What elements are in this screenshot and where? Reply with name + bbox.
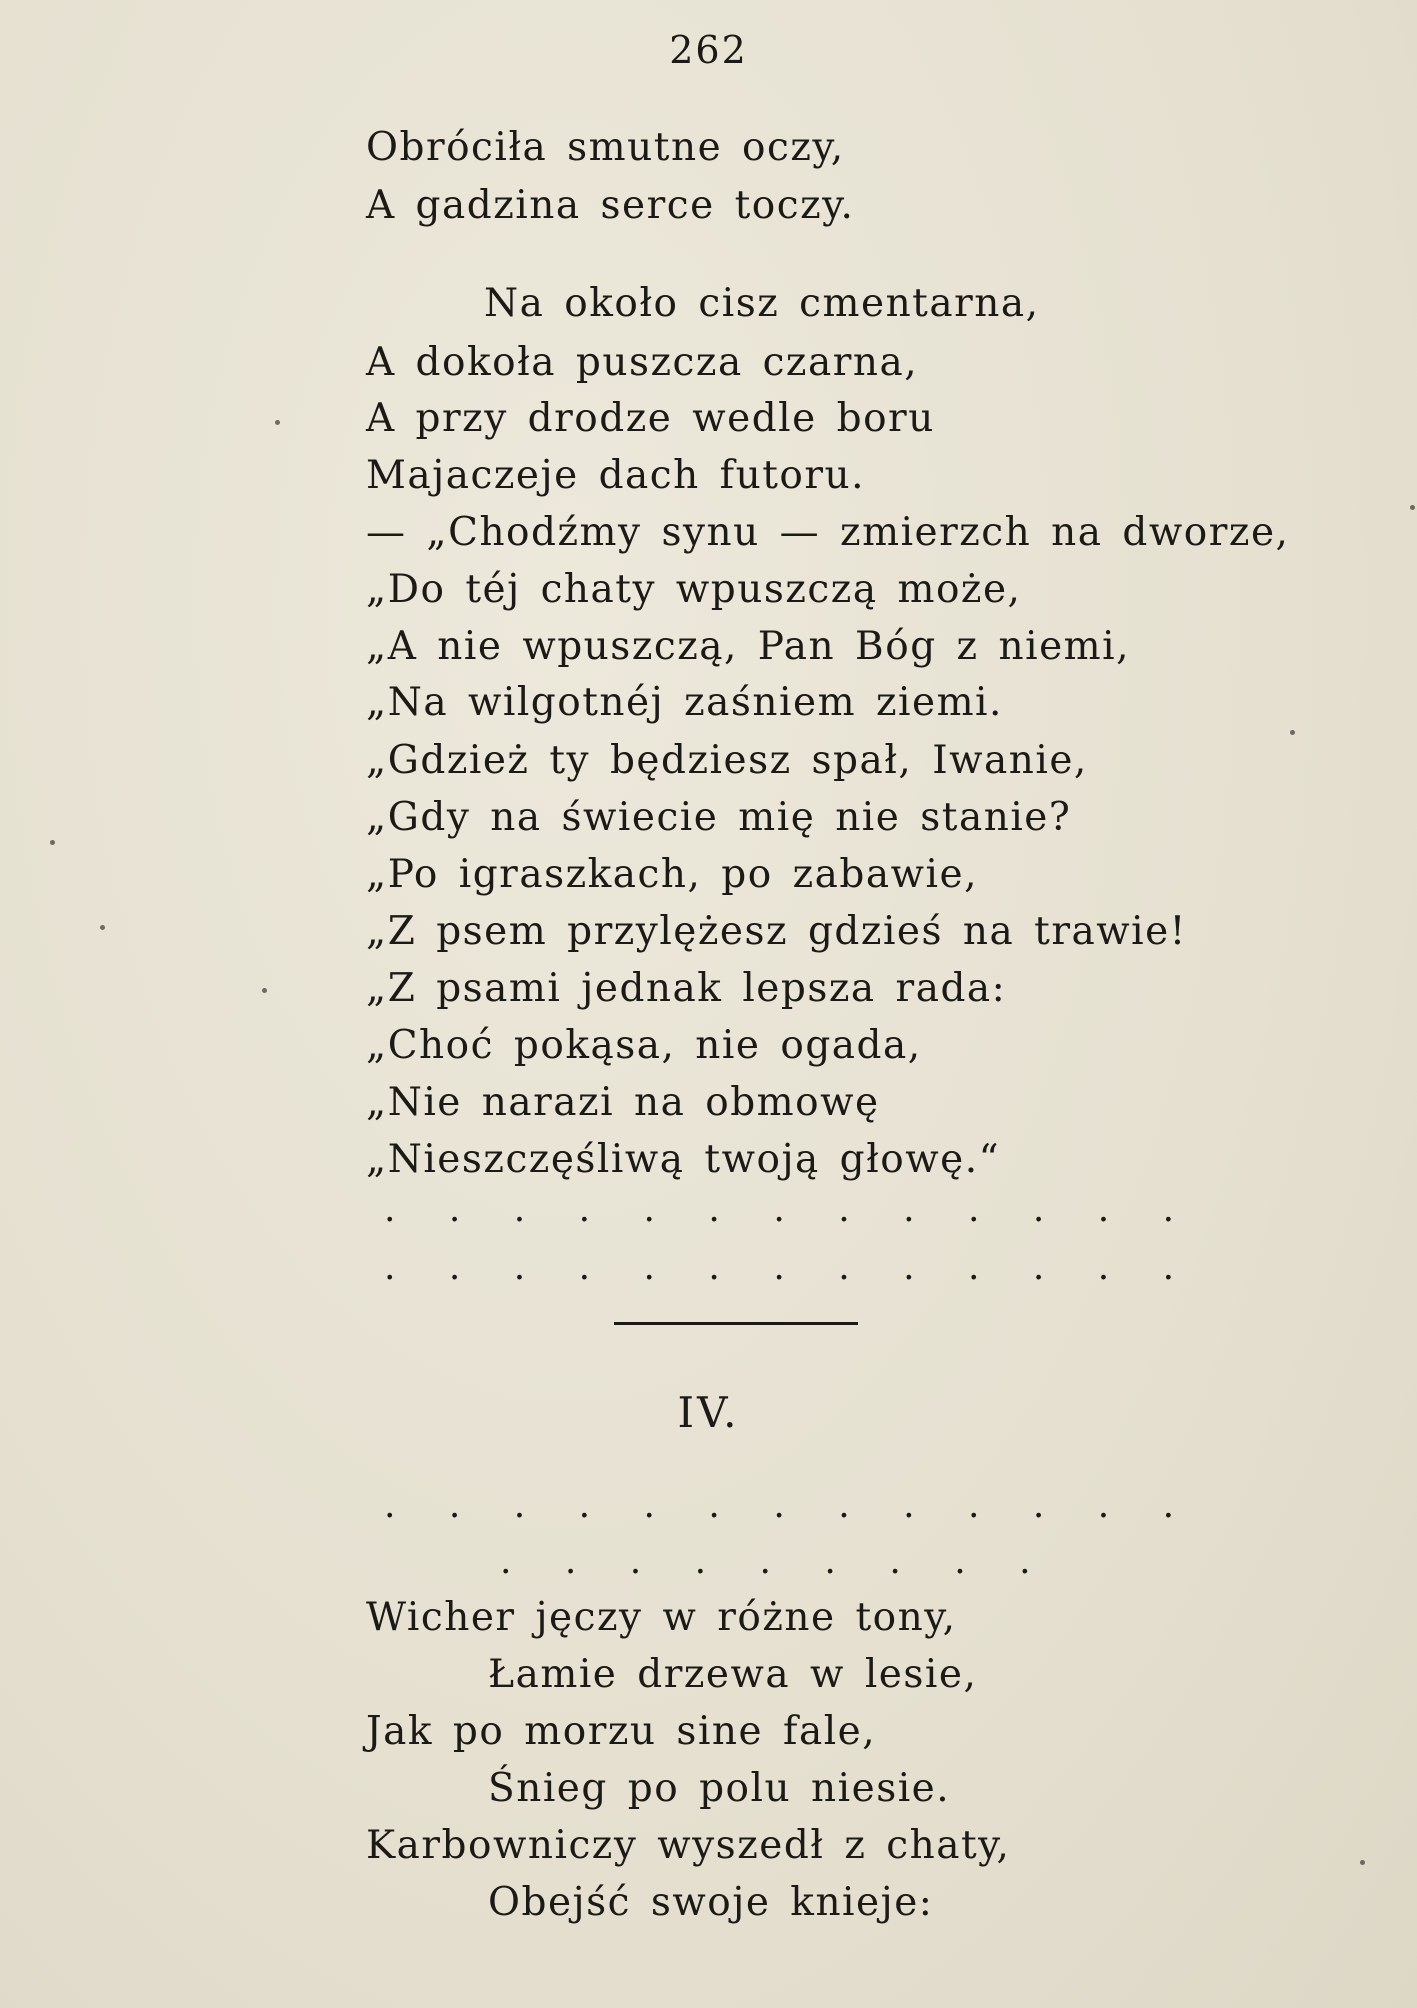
section-heading: IV. [677,1388,740,1437]
ellipsis-row: . . . . . . . . . . . . . [384,1189,1196,1230]
verse-line: „Gdy na świecie mię nie stanie? [366,795,1072,840]
verse-line: „Z psami jednak lepsza rada: [366,966,1007,1011]
verse-line: Obróciła smutne oczy, [366,125,845,170]
ellipsis-row: . . . . . . . . . . . . . [384,1485,1196,1526]
verse-line: „Nie narazi na obmowę [366,1080,880,1125]
verse-line: „Choć pokąsa, nie ogada, [366,1023,922,1068]
verse-line: — „Chodźmy synu — zmierzch na dworze, [366,510,1290,555]
verse-line: Śnieg po polu niesie. [488,1766,951,1811]
paper-speck [275,420,280,425]
paper-speck [50,840,55,845]
section-divider [614,1322,858,1325]
page-number: 262 [669,28,748,72]
verse-line: „Po igraszkach, po zabawie, [366,852,978,897]
verse-line: „A nie wpuszczą, Pan Bóg z niemi, [366,624,1131,669]
verse-line: „Gdzież ty będziesz spał, Iwanie, [366,738,1088,783]
verse-line: A gadzina serce toczy. [366,183,855,228]
paper-speck [1410,505,1415,510]
verse-line: „Z psem przylężesz gdzieś na trawie! [366,909,1187,954]
paper-speck [1360,1860,1365,1865]
ellipsis-row: . . . . . . . . . . . . . [384,1247,1196,1288]
verse-line: Majaczeje dach futoru. [366,453,866,498]
paper-speck [100,925,105,930]
verse-line: „Na wilgotnéj zaśniem ziemi. [366,680,1003,725]
ellipsis-row: . . . . . . . . . [500,1541,1052,1582]
paper-speck [262,988,267,993]
verse-line: Na około cisz cmentarna, [484,281,1040,326]
verse-line: Wicher jęczy w różne tony, [366,1595,957,1640]
paper-speck [1290,730,1295,735]
verse-line: „Nieszczęśliwą twoją głowę.“ [366,1137,1001,1182]
verse-line: Karbowniczy wyszedł z chaty, [366,1823,1011,1868]
verse-line: Obejść swoje knieje: [488,1880,934,1925]
verse-line: A przy drodze wedle boru [366,396,935,441]
verse-line: Łamie drzewa w lesie, [488,1652,978,1697]
verse-line: „Do téj chaty wpuszczą może, [366,567,1022,612]
verse-line: Jak po morzu sine fale, [366,1709,877,1754]
verse-line: A dokoła puszcza czarna, [366,340,919,385]
